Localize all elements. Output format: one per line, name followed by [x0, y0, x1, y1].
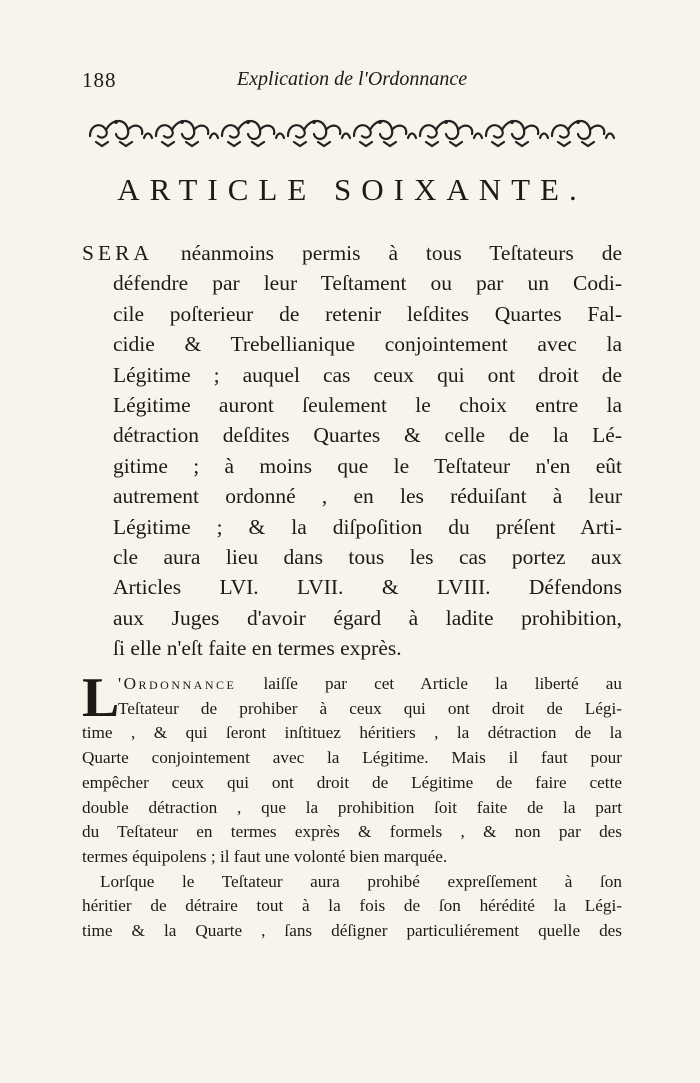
commentary — [82, 667, 622, 944]
article-line: cidie & Trebellianique conjointement avec la — [113, 332, 622, 357]
fleuron-band-icon — [86, 112, 618, 150]
article-line: Légitime ; & la diſpoſition du préſent Arti- — [113, 514, 622, 539]
commentary-line: Teſtateur de prohiber à ceux qui ont droit de Légi- — [118, 698, 622, 718]
article-title: ARTICLE SOIXANTE. — [117, 172, 587, 207]
running-title: Explication de l'Ordonnance — [236, 68, 468, 90]
article-line: détraction deſdites Quartes & celle de la Lé- — [113, 423, 622, 448]
drop-cap: L — [82, 667, 120, 729]
commentary-line: du Teſtateur en termes exprès & formels , & non par des — [82, 822, 622, 842]
article-line: Légitime auront ſeulement le choix entre la — [113, 393, 622, 418]
commentary-line: héritier de détraire tout à la fois de ſon hérédité la Légi- — [82, 896, 622, 916]
article-line: défendre par leur Teſtament ou par un Codi- — [113, 271, 622, 296]
article-line: aux Juges d'avoir égard à ladite prohibition, — [113, 605, 622, 630]
commentary-line: double détraction , que la prohibition ſoit faite de la part — [82, 797, 622, 817]
commentary-line: termes équipolens ; il faut une volonté bien marquée. — [82, 846, 448, 866]
commentary-line: Quarte conjointement avec la Légitime. Mais il faut pour — [82, 748, 622, 768]
article-line: cle aura lieu dans tous les cas portez aux — [113, 545, 622, 570]
article-text — [82, 238, 622, 664]
article-lead-word: SERA — [82, 241, 153, 265]
article-line: SERA néanmoins permis à tous Teſtateurs de — [82, 241, 622, 265]
article-line: autrement ordonné , en les réduiſant à leur — [113, 484, 622, 509]
article-line: cile poſterieur de retenir leſdites Quartes Fal- — [113, 301, 622, 326]
article-line: gitime ; à moins que le Teſtateur n'en eût — [113, 453, 622, 478]
article-line: Légitime ; auquel cas ceux qui ont droit de — [113, 362, 622, 387]
commentary-first-word: 'Ordonnance — [118, 674, 237, 693]
commentary-line: empêcher ceux qui ont droit de Légitime de faire cette — [82, 772, 622, 792]
article-line: ſi elle n'eſt faite en termes exprès. — [113, 636, 402, 661]
commentary-line: Lorſque le Teſtateur aura prohibé expreſſement à ſon — [100, 871, 622, 891]
commentary-line: time & la Quarte , ſans déſigner particuliérement quelle des — [82, 921, 622, 941]
commentary-line: 'Ordonnance laiſſe par cet Article la liberté au — [118, 674, 622, 693]
running-head — [82, 68, 622, 96]
commentary-line: time , & qui ſeront inſtituez héritiers , la détraction de la — [82, 723, 622, 743]
page-number: 188 — [82, 68, 117, 92]
article-line: Articles LVI. LVII. & LVIII. Défendons — [113, 575, 622, 600]
